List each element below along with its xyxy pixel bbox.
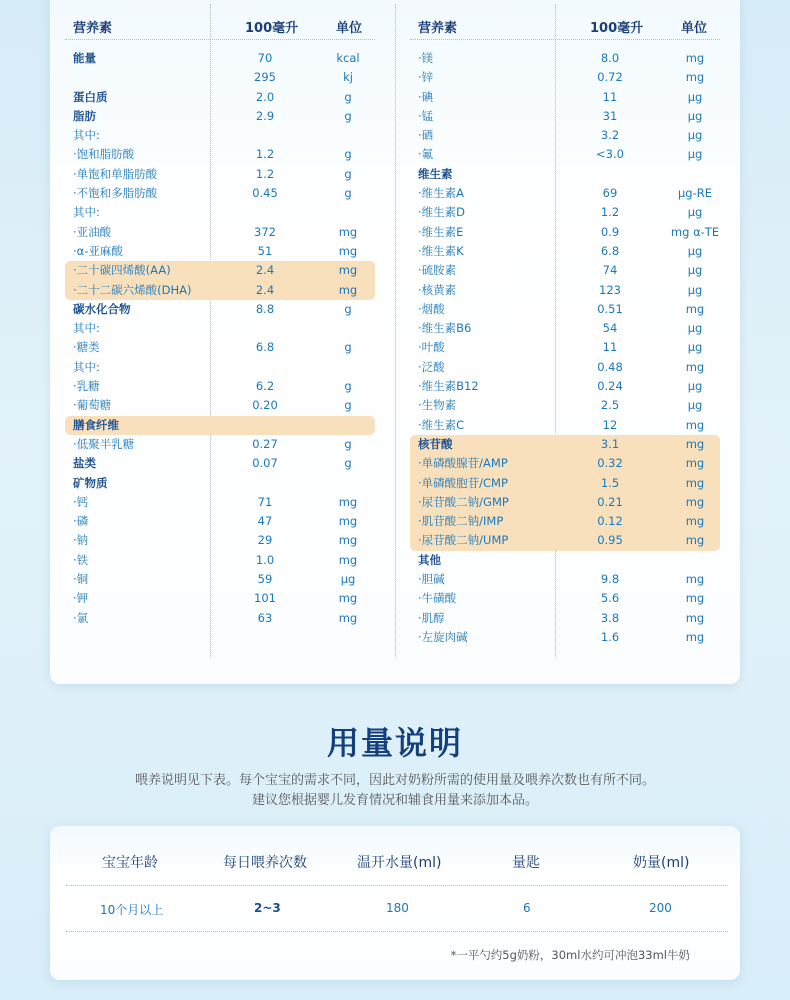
nutrient-value: 47 xyxy=(257,514,273,529)
nutrient-row xyxy=(410,531,720,550)
nutrient-row xyxy=(410,107,720,126)
cell-feedings-per-day: 2~3 xyxy=(254,901,281,915)
nutrient-name: ·核黄素 xyxy=(418,282,457,297)
nutrient-unit: µg xyxy=(687,282,703,297)
nutrient-unit: g xyxy=(344,166,352,181)
nutrient-row xyxy=(65,570,375,589)
nutrient-unit: mg xyxy=(685,70,705,85)
nutrient-row xyxy=(65,609,375,628)
nutrient-row xyxy=(410,145,720,164)
nutrient-name: ·单磷酸胞苷/CMP xyxy=(418,475,508,490)
nutrient-row xyxy=(65,261,375,280)
nutrient-unit: mg xyxy=(338,282,358,297)
table-header xyxy=(65,0,375,40)
nutrient-row xyxy=(65,396,375,415)
nutrient-value: 0.9 xyxy=(600,224,620,239)
nutrient-value: 8.0 xyxy=(600,51,620,65)
nutrient-unit: µg xyxy=(687,205,703,220)
nutrient-row xyxy=(410,454,720,473)
nutrient-unit: mg xyxy=(685,417,705,432)
nutrient-name: ·糖类 xyxy=(73,340,100,355)
nutrient-row xyxy=(65,165,375,184)
header-nutrient: 营养素 xyxy=(73,21,113,36)
nutrient-row xyxy=(65,319,375,338)
nutrient-name: ·维生素C xyxy=(418,417,465,432)
nutrient-name: ·镁 xyxy=(418,51,434,65)
nutrient-unit: µg xyxy=(687,243,703,258)
nutrient-row xyxy=(65,300,375,319)
nutrient-name: ·钠 xyxy=(73,533,89,548)
column-divider xyxy=(395,4,396,658)
nutrient-row xyxy=(410,570,720,589)
nutrient-unit: mg xyxy=(338,552,358,567)
nutrient-name: ·硒 xyxy=(418,128,434,143)
nutrient-row xyxy=(410,338,720,357)
nutrient-row xyxy=(65,242,375,261)
nutrient-name: 其中: xyxy=(73,128,100,143)
nutrient-value: 2.4 xyxy=(255,263,275,278)
nutrient-unit: µg xyxy=(687,321,703,336)
nutrient-unit: kj xyxy=(343,70,353,85)
nutrient-unit: mg xyxy=(685,456,705,471)
nutrient-name: ·左旋肉碱 xyxy=(418,629,468,644)
header-scoops: 量匙 xyxy=(512,855,540,871)
nutrient-value: 0.21 xyxy=(597,494,623,509)
nutrient-row xyxy=(65,512,375,531)
nutrient-value: 59 xyxy=(257,572,273,587)
nutrient-row xyxy=(65,589,375,608)
nutrient-unit: µg xyxy=(687,147,703,162)
nutrient-value: 3.2 xyxy=(600,128,620,143)
nutrient-value: 6.8 xyxy=(255,340,275,355)
nutrient-value: 295 xyxy=(254,70,276,85)
nutrient-name: ·泛酸 xyxy=(418,359,445,374)
nutrient-row xyxy=(65,435,375,454)
nutrient-row xyxy=(410,512,720,531)
header-per-100ml: 100毫升 xyxy=(245,21,299,36)
nutrient-name: 碳水化合物 xyxy=(73,301,131,316)
nutrient-unit: µg xyxy=(687,128,703,143)
nutrient-value: 0.24 xyxy=(597,379,623,394)
nutrient-name: ·肌醇 xyxy=(418,610,445,625)
nutrient-name: ·α-亚麻酸 xyxy=(73,243,123,258)
nutrient-unit: µg xyxy=(687,263,703,278)
nutrient-value: 74 xyxy=(602,263,618,278)
nutrient-unit: kcal xyxy=(336,51,360,65)
nutrient-name: ·二十碳四烯酸(AA) xyxy=(73,263,171,278)
nutrient-unit: mg xyxy=(685,51,705,65)
nutrient-name: ·胆碱 xyxy=(418,572,445,587)
nutrient-name: ·维生素D xyxy=(418,205,466,220)
nutrient-name: ·低聚半乳糖 xyxy=(73,436,135,451)
nutrient-row xyxy=(65,184,375,203)
nutrient-name: ·叶酸 xyxy=(418,340,445,355)
usage-title: 用量说明 xyxy=(326,724,463,762)
nutrient-unit: mg xyxy=(338,514,358,529)
nutrient-row xyxy=(65,126,375,145)
nutrient-row xyxy=(410,223,720,242)
nutrient-name: ·维生素B12 xyxy=(418,379,479,394)
nutrient-name: 脂肪 xyxy=(73,108,96,123)
nutrient-unit: mg xyxy=(338,243,358,258)
nutrient-name: ·单饱和单脂肪酸 xyxy=(73,166,158,181)
nutrient-value: 11 xyxy=(602,340,618,355)
nutrient-unit: g xyxy=(344,340,352,355)
nutrient-row xyxy=(410,203,720,222)
nutrient-row xyxy=(410,358,720,377)
nutrient-unit: mg xyxy=(685,475,705,490)
nutrient-row xyxy=(410,126,720,145)
nutrient-unit: mg xyxy=(685,514,705,529)
header-feedings-per-day: 每日喂养次数 xyxy=(223,855,307,871)
nutrient-row xyxy=(65,531,375,550)
nutrient-row xyxy=(65,88,375,107)
nutrient-row xyxy=(65,203,375,222)
nutrient-name: ·维生素A xyxy=(418,186,465,201)
nutrient-value: 0.51 xyxy=(597,301,623,316)
nutrient-value: 54 xyxy=(602,321,618,336)
nutrient-value: 0.12 xyxy=(597,514,623,529)
nutrient-value: 101 xyxy=(254,591,276,606)
nutrient-value: 29 xyxy=(257,533,273,548)
usage-description-line2: 建议您根据婴儿发育情况和辅食用量来添加本品。 xyxy=(251,793,538,808)
nutrient-name: ·不饱和多脂肪酸 xyxy=(73,186,158,201)
nutrient-unit: mg xyxy=(685,591,705,606)
nutrient-value: 0.48 xyxy=(597,359,623,374)
nutrient-name: ·亚油酸 xyxy=(73,224,112,239)
nutrient-row xyxy=(410,165,720,184)
cell-scoops: 6 xyxy=(523,901,531,915)
nutrient-row xyxy=(410,435,720,454)
row-divider xyxy=(66,931,728,932)
nutrient-name: ·铜 xyxy=(73,572,89,587)
nutrient-value: 1.5 xyxy=(600,475,620,490)
nutrient-name: ·葡萄糖 xyxy=(73,398,112,413)
nutrient-unit: g xyxy=(344,456,352,471)
nutrient-name: 矿物质 xyxy=(73,475,108,490)
nutrient-rows-left xyxy=(65,49,375,628)
nutrient-row xyxy=(410,88,720,107)
nutrient-name: ·牛磺酸 xyxy=(418,591,457,606)
nutrient-value: 1.2 xyxy=(255,147,275,162)
nutrient-row xyxy=(65,493,375,512)
nutrient-value: 2.9 xyxy=(255,108,275,123)
nutrient-value: 0.32 xyxy=(597,456,623,471)
nutrient-unit: µg xyxy=(340,572,356,587)
nutrient-unit: mg xyxy=(338,610,358,625)
nutrient-value: 9.8 xyxy=(600,572,620,587)
nutrient-value: 0.45 xyxy=(252,186,278,201)
nutrient-name: 其中: xyxy=(73,321,100,336)
nutrient-unit: mg xyxy=(685,629,705,644)
nutrient-value: 6.8 xyxy=(600,243,620,258)
nutrient-row xyxy=(65,416,375,435)
nutrient-row xyxy=(410,474,720,493)
nutrient-unit: µg xyxy=(687,340,703,355)
cell-baby-age: 10个月以上 xyxy=(100,903,164,917)
nutrient-name: 维生素 xyxy=(418,166,453,181)
nutrient-row xyxy=(410,589,720,608)
table-header xyxy=(410,0,720,40)
nutrient-name: ·尿苷酸二钠/UMP xyxy=(418,533,509,548)
nutrient-row xyxy=(65,338,375,357)
nutrient-value: 31 xyxy=(602,108,618,123)
header-water-amount: 温开水量(ml) xyxy=(357,855,442,871)
nutrient-name: ·磷 xyxy=(73,514,89,529)
nutrient-unit: g xyxy=(344,108,352,123)
nutrient-name: 蛋白质 xyxy=(73,89,108,104)
nutrient-value: 51 xyxy=(257,243,273,258)
nutrient-unit: g xyxy=(344,186,352,201)
nutrient-unit: g xyxy=(344,147,352,162)
nutrient-value: 0.72 xyxy=(597,70,623,85)
nutrient-unit: µg xyxy=(687,89,703,104)
cell-milk-amount: 200 xyxy=(649,901,672,915)
nutrient-row xyxy=(65,145,375,164)
nutrient-name: ·铁 xyxy=(73,552,89,567)
nutrient-name: ·钾 xyxy=(73,591,89,606)
nutrient-unit: mg xyxy=(338,494,358,509)
nutrient-unit: mg xyxy=(685,533,705,548)
nutrient-name: 能量 xyxy=(73,51,96,65)
nutrient-name: 其中: xyxy=(73,359,100,374)
nutrient-unit: mg xyxy=(685,494,705,509)
nutrient-name: 核苷酸 xyxy=(418,436,453,451)
nutrient-unit: mg xyxy=(338,263,358,278)
nutrient-row xyxy=(65,223,375,242)
nutrient-rows-right xyxy=(410,49,720,647)
nutrient-row xyxy=(65,68,375,87)
nutrient-row xyxy=(410,49,720,68)
header-unit: 单位 xyxy=(336,21,363,36)
nutrient-value: 372 xyxy=(254,224,276,239)
nutrient-name: ·维生素B6 xyxy=(418,321,472,336)
nutrient-value: 1.2 xyxy=(255,166,275,181)
nutrient-value: 69 xyxy=(602,186,618,201)
nutrient-unit: mg xyxy=(685,610,705,625)
cell-water-amount: 180 xyxy=(386,901,409,915)
nutrient-unit: µg xyxy=(687,398,703,413)
nutrient-name: ·烟酸 xyxy=(418,301,445,316)
nutrient-value: 0.20 xyxy=(252,398,278,413)
header-nutrient: 营养素 xyxy=(418,21,458,36)
nutrient-row xyxy=(65,281,375,300)
nutrient-name: ·尿苷酸二钠/GMP xyxy=(418,494,509,509)
nutrient-name: ·肌苷酸二钠/IMP xyxy=(418,514,504,529)
nutrient-name: ·硫胺素 xyxy=(418,263,457,278)
nutrient-name: 膳食纤维 xyxy=(73,417,119,432)
nutrient-name: ·锌 xyxy=(418,70,434,85)
nutrient-name: ·二十二碳六烯酸(DHA) xyxy=(73,282,192,297)
nutrient-value: 3.1 xyxy=(600,436,620,451)
nutrient-unit: µg-RE xyxy=(677,186,713,201)
nutrient-row xyxy=(65,107,375,126)
nutrient-row xyxy=(410,628,720,647)
nutrient-name: ·氟 xyxy=(418,147,434,162)
usage-table-card xyxy=(50,826,740,980)
nutrient-unit: mg xyxy=(685,436,705,451)
nutrient-row xyxy=(410,551,720,570)
nutrient-value: 2.0 xyxy=(255,89,275,104)
nutrient-value: 2.4 xyxy=(255,282,275,297)
nutrient-unit: µg xyxy=(687,108,703,123)
nutrient-unit: mg xyxy=(338,224,358,239)
nutrient-row xyxy=(410,609,720,628)
nutrient-name: 盐类 xyxy=(73,456,96,471)
nutrient-name: ·单磷酸腺苷/AMP xyxy=(418,456,508,471)
nutrition-column-left xyxy=(65,0,375,628)
nutrient-name: ·氯 xyxy=(73,610,89,625)
nutrient-unit: mg xyxy=(685,359,705,374)
nutrient-value: 6.2 xyxy=(255,379,275,394)
nutrient-name: ·饱和脂肪酸 xyxy=(73,147,135,162)
usage-description-line1: 喂养说明见下表。每个宝宝的需求不同，因此对奶粉所需的使用量及喂养次数也有所不同。 xyxy=(134,773,655,788)
nutrient-value: 0.07 xyxy=(252,456,278,471)
nutrient-name: ·钙 xyxy=(73,494,89,509)
nutrient-name: ·维生素E xyxy=(418,224,464,239)
nutrient-unit: mg xyxy=(685,572,705,587)
header-per-100ml: 100毫升 xyxy=(590,21,644,36)
nutrient-row xyxy=(410,416,720,435)
nutrient-value: 12 xyxy=(602,417,618,432)
nutrient-value: 71 xyxy=(257,494,273,509)
nutrient-unit: mg xyxy=(338,533,358,548)
nutrient-name: ·碘 xyxy=(418,89,434,104)
nutrient-unit: mg xyxy=(338,591,358,606)
nutrient-row xyxy=(410,242,720,261)
nutrient-row xyxy=(65,358,375,377)
nutrient-value: 70 xyxy=(257,51,273,65)
nutrient-row xyxy=(410,319,720,338)
nutrient-value: 0.95 xyxy=(597,533,623,548)
nutrient-value: 11 xyxy=(602,89,618,104)
nutrient-name: 其他 xyxy=(418,552,441,567)
nutrient-name: ·锰 xyxy=(418,108,434,123)
nutrient-row xyxy=(65,377,375,396)
nutrient-row xyxy=(65,474,375,493)
nutrient-value: 63 xyxy=(257,610,273,625)
nutrient-row xyxy=(65,551,375,570)
nutrient-row xyxy=(410,493,720,512)
nutrient-unit: µg xyxy=(687,379,703,394)
nutrition-column-right xyxy=(410,0,720,647)
nutrient-name: ·乳糖 xyxy=(73,379,100,394)
header-milk-amount: 奶量(ml) xyxy=(633,855,690,871)
nutrient-name: ·维生素K xyxy=(418,243,464,258)
nutrient-value: 5.6 xyxy=(600,591,620,606)
nutrient-row xyxy=(410,261,720,280)
nutrient-value: 8.8 xyxy=(255,301,275,316)
nutrient-unit: g xyxy=(344,398,352,413)
nutrition-table-card xyxy=(50,0,740,684)
nutrient-row xyxy=(65,49,375,68)
nutrient-unit: g xyxy=(344,379,352,394)
nutrient-value: 123 xyxy=(599,282,621,297)
nutrient-unit: mg α-TE xyxy=(670,224,720,239)
nutrient-row xyxy=(410,377,720,396)
nutrient-value: 1.6 xyxy=(600,629,620,644)
nutrient-unit: g xyxy=(344,89,352,104)
nutrient-value: 3.8 xyxy=(600,610,620,625)
nutrient-row xyxy=(410,281,720,300)
nutrient-value: <3.0 xyxy=(596,147,624,162)
nutrient-value: 1.0 xyxy=(255,552,275,567)
nutrient-row xyxy=(410,184,720,203)
nutrient-name: ·生物素 xyxy=(418,398,457,413)
nutrient-row xyxy=(410,300,720,319)
footnote: *一平勺约5g奶粉，30ml水约可冲泡33ml牛奶 xyxy=(450,948,690,962)
nutrient-row xyxy=(410,68,720,87)
nutrient-name: 其中: xyxy=(73,205,100,220)
nutrient-unit: g xyxy=(344,436,352,451)
header-baby-age: 宝宝年龄 xyxy=(102,855,158,871)
nutrient-value: 0.27 xyxy=(252,436,278,451)
header-unit: 单位 xyxy=(681,21,708,36)
row-divider xyxy=(66,885,728,886)
nutrient-row xyxy=(410,396,720,415)
nutrient-value: 1.2 xyxy=(600,205,620,220)
nutrient-row xyxy=(65,454,375,473)
nutrient-unit: g xyxy=(344,301,352,316)
nutrient-value: 2.5 xyxy=(600,398,620,413)
nutrient-unit: mg xyxy=(685,301,705,316)
